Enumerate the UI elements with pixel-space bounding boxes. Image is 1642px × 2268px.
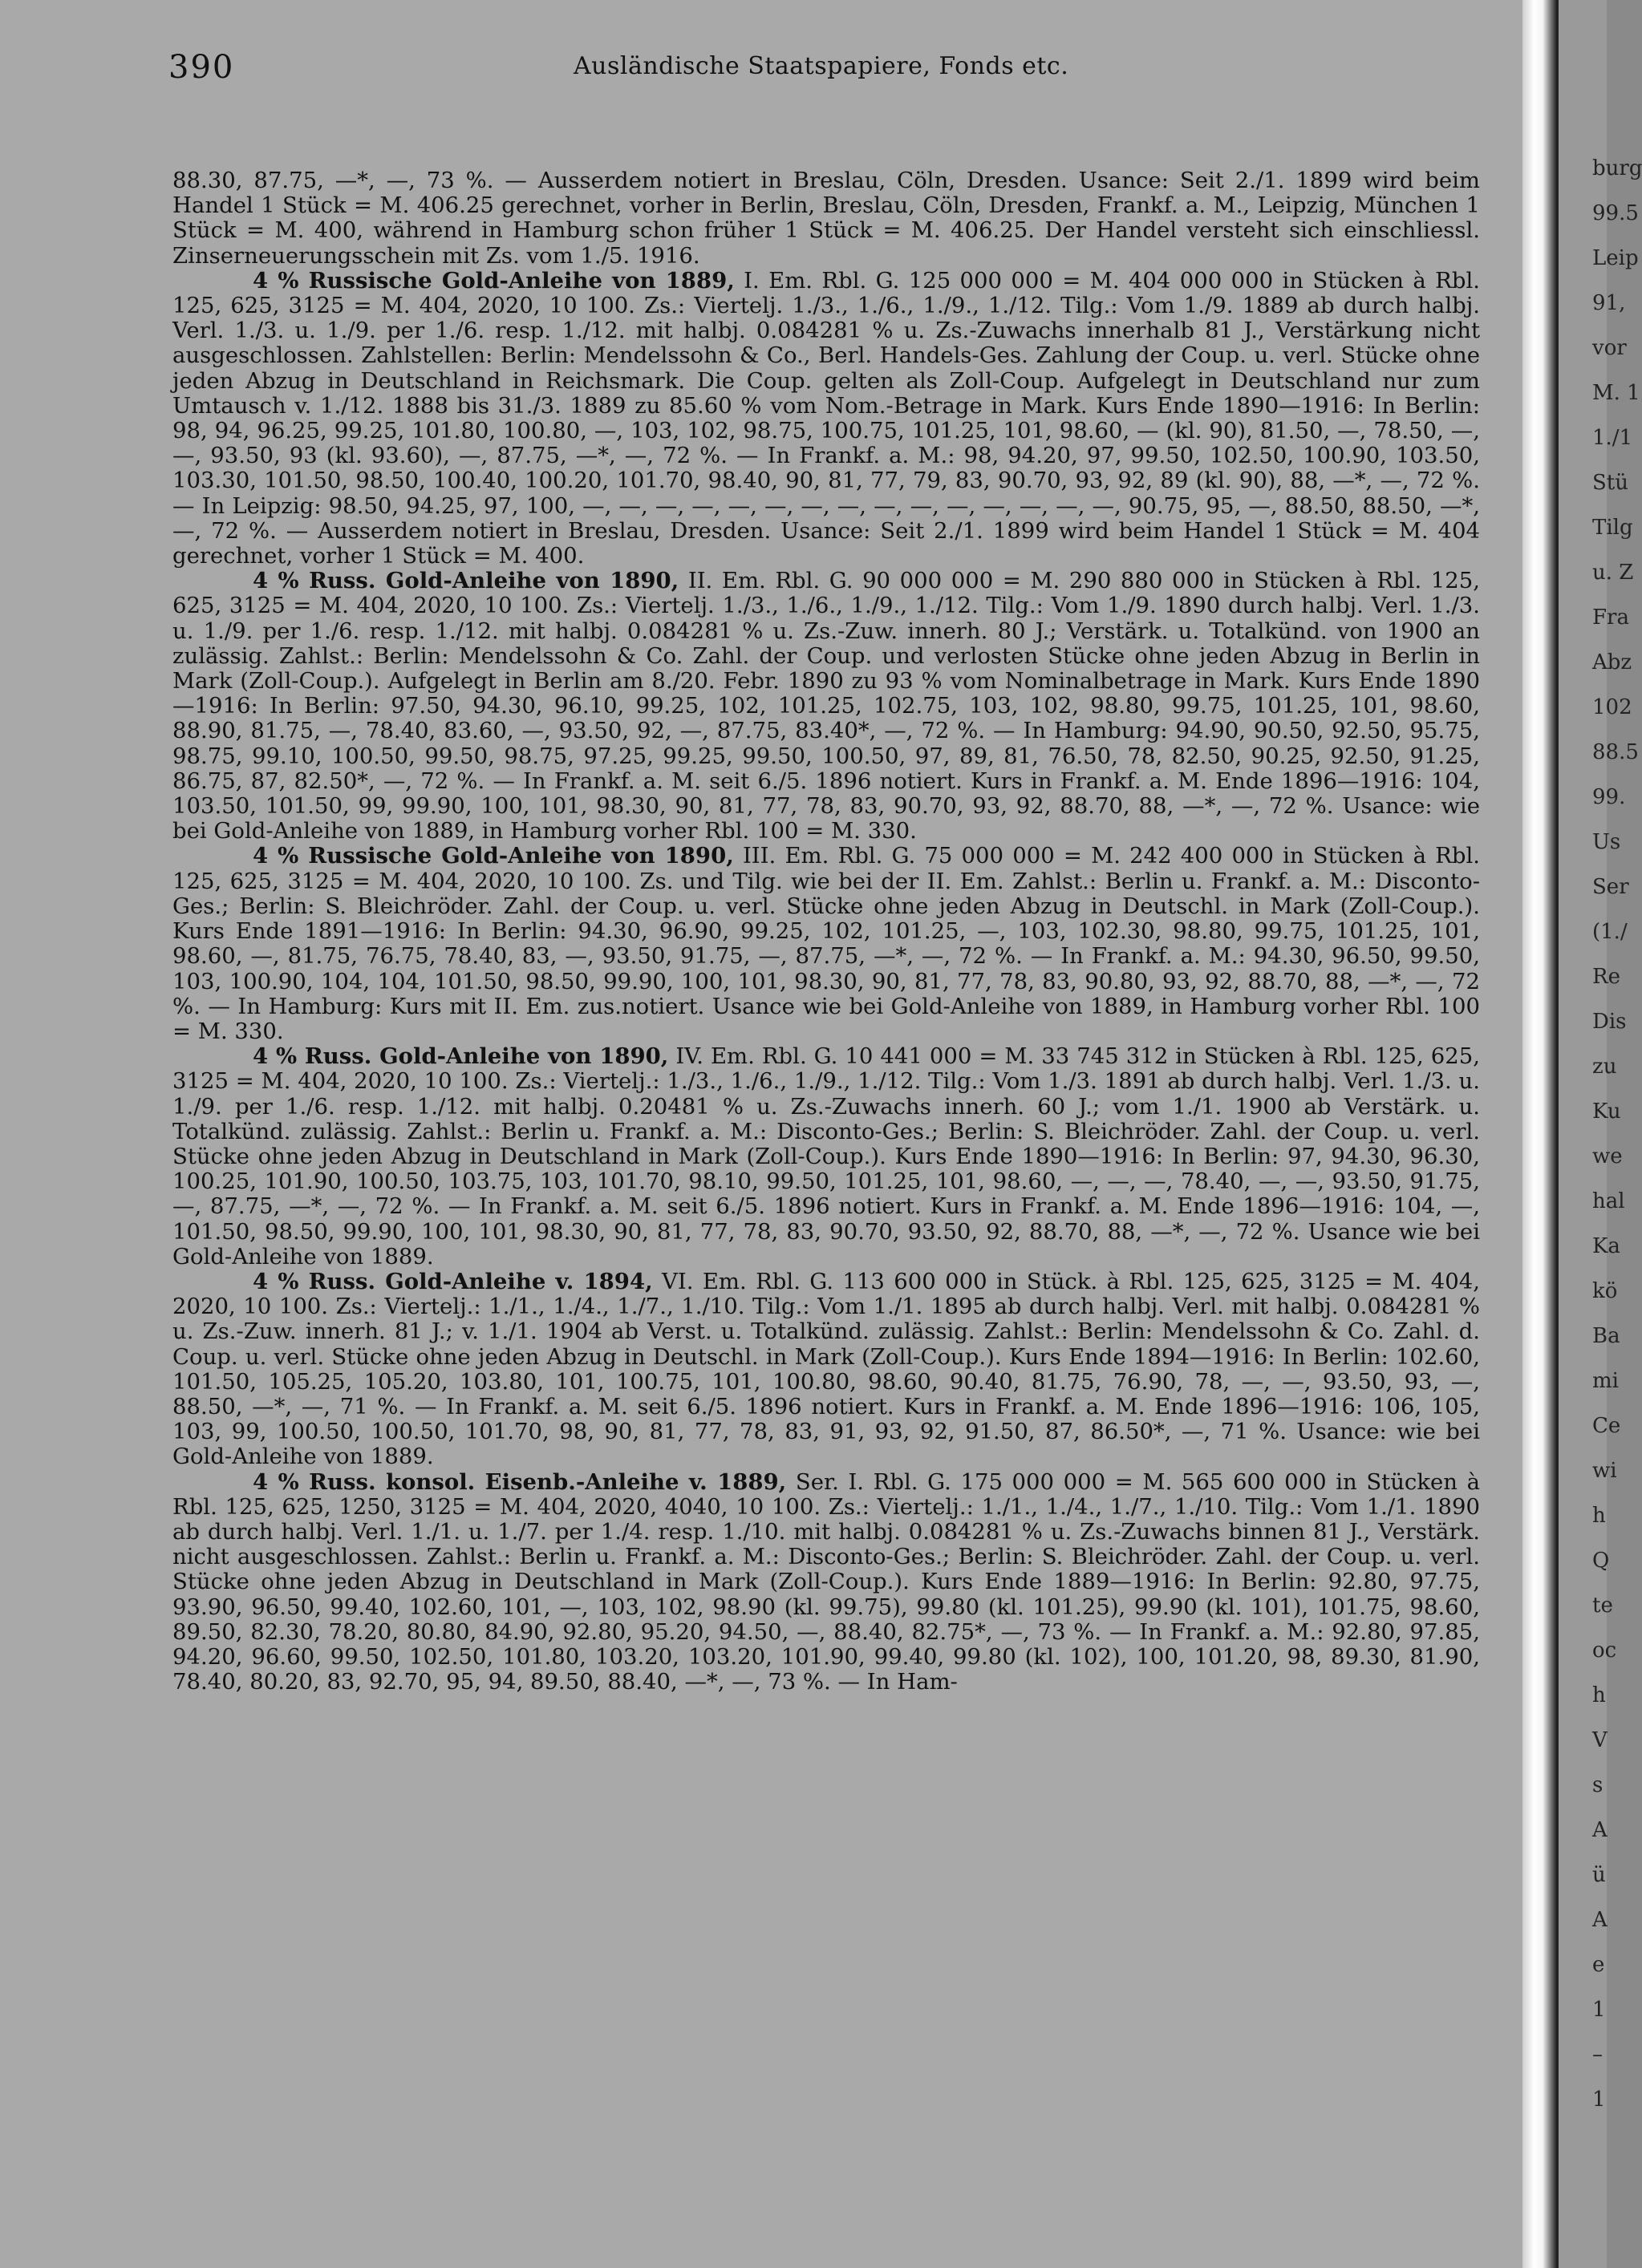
entry-text: IV. Em. Rbl. G. 10 441 000 = M. 33 745 312 in Stücken à Rbl. 125, 625, 3125 = M. 404, 2020, 10 100. Zs.: Viertelj.: 1./3., 1./6., 1./9., 1./12. Tilg.: Vom 1./3. 1891 ab durch halbj. Verl. 1./3. u. 1./9. per 1./6. resp. 1./12. mit halbj. 0.20481 % u. Zs.-Zuwachs innerh. 60 J.; vom 1./1. 1900 ab Verstärk. u. Totalkünd. zulässig. Zahlst.: Berlin u. Frankf. a. M.: Disconto-Ges.; Berlin: S. Bleichröder. Zahl. der Coup. u. verl. Stücke ohne jeden Abzug in Deutschland in Mark (Zoll-Coup.). Kurs Ende 1890—1916: In Berlin: 97, 94.30, 96.30, 100.25, 101.90, 100.50, 103.75, 103, 101.70, 98.10, 99.50, 101.25, 101, 98.60, —, —, —, 78.40, —, —, 93.50, 91.75, —, 87.75, —*, —, 72 %. — In Frankf. a. M. seit 6./5. 1896 notiert. Kurs in Frankf. a. M. Ende 1896—1916: 104, —, 101.50, 98.50, 99.90, 100, 101, 98.30, 90, 81, 77, 78, 83, 90.70, 93.50, 92, 88.70, 88, —*, —, 72 %. Usance wie bei Gold-Anleihe von 1889. bbox=[172, 1043, 1481, 1270]
adjacent-fragment: wi bbox=[1592, 1459, 1617, 1483]
running-title: Ausländische Staatspapiere, Fonds etc. bbox=[574, 52, 1069, 80]
adjacent-fragment: (1./ bbox=[1592, 920, 1628, 944]
adjacent-fragment: Tilg bbox=[1592, 516, 1633, 540]
book-page bbox=[156, 44, 1480, 1695]
bond-entry bbox=[172, 844, 1480, 1044]
adjacent-fragment: e bbox=[1592, 1953, 1605, 1977]
entry-title: 4 % Russische Gold-Anleihe von 1890, bbox=[253, 843, 734, 869]
adjacent-fragment: 1 bbox=[1592, 2088, 1606, 2112]
adjacent-fragment: burg bbox=[1592, 156, 1642, 180]
adjacent-fragment: Ku bbox=[1592, 1100, 1621, 1124]
book-gutter bbox=[1522, 0, 1556, 2268]
entry-text: III. Em. Rbl. G. 75 000 000 = M. 242 400 000 in Stücken à Rbl. 125, 625, 3125 = M. 404, 2020, 10 100. Zs. und Tilg. wie bei der II. Em. Zahlst.: Berlin u. Frankf. a. M.: Disconto-Ges.; Berlin: S. Bleichröder. Zahl. der Coup. u. verl. Stücke ohne jeden Abzug in Deutschl. in Mark (Zoll-Coup.). Kurs Ende 1891—1916: In Berlin: 94.30, 96.90, 99.25, 102, 101.25, —, 103, 102.30, 98.80, 99.75, 101.25, 101, 98.60, —, 81.75, 76.75, 78.40, 83, —, 93.50, 91.75, —, 87.75, —*, —, 72 %. — In Frankf. a. M.: 94.30, 96.50, 99.50, 103, 100.90, 104, 104, 101.50, 98.50, 99.90, 100, 101, 98.30, 90, 81, 77, 78, 83, 90.80, 93, 92, 88.70, 88, —*, —, 72 %. — In Hamburg: Kurs mit II. Em. zus.notiert. Usance wie bei Gold-Anleihe von 1889, in Hamburg vorher Rbl. 100 = M. 330. bbox=[172, 843, 1480, 1044]
adjacent-fragment: Us bbox=[1592, 830, 1621, 854]
adjacent-fragment: zu bbox=[1592, 1055, 1617, 1079]
adjacent-fragment: 1 bbox=[1592, 1998, 1606, 2022]
entry-text: Ser. I. Rbl. G. 175 000 000 = M. 565 600 000 in Stücken à Rbl. 125, 625, 1250, 3125 = M. 404, 2020, 4040, 10 100. Zs.: Viertelj.: 1./1., 1./4., 1./7., 1./10. Tilg.: Vom 1./1. 1890 ab durch halbj. Verl. 1./1. u. 1./7. per 1./4. resp. 1./10. mit halbj. 0.084281 % u. Zs.-Zuwachs binnen 81 J., Verstärk. nicht ausgeschlossen. Zahlst.: Berlin u. Frankf. a. M.: Disconto-Ges.; Berlin: S. Bleichröder. Zahl. der Coup. u. verl. Stücke ohne jeden Abzug in Deutschland in Mark (Zoll-Coup.). Kurs Ende 1889—1916: In Berlin: 92.80, 97.75, 93.90, 96.50, 99.40, 102.60, 101, —, 103, 102, 98.90 (kl. 99.75), 99.80 (kl. 101.25), 99.90 (kl. 101), 101.75, 98.60, 89.50, 82.30, 78.20, 80.80, 84.90, 92.80, 95.20, 94.50, —, 88.40, 82.75*, —, 73 %. — In Frankf. a. M.: 92.80, 97.85, 94.20, 96.60, 99.50, 102.50, 101.80, 103.20, 103.20, 101.90, 99.40, 99.80 (kl. 102), 100, 101.20, 98, 89.30, 81.90, 78.40, 80.20, 83, 92.70, 95, 94, 89.50, 88.40, —*, —, 73 %. — In Ham- bbox=[172, 1468, 1480, 1695]
adjacent-fragment: Q bbox=[1592, 1549, 1610, 1573]
adjacent-page-text bbox=[1592, 0, 1642, 2268]
adjacent-fragment: 99.5 bbox=[1592, 201, 1639, 225]
adjacent-fragment: Fra bbox=[1592, 605, 1629, 630]
adjacent-fragment: Ba bbox=[1592, 1324, 1620, 1348]
entry-title: 4 % Russ. Gold-Anleihe v. 1894, bbox=[253, 1268, 653, 1294]
adjacent-fragment: 91, bbox=[1592, 291, 1626, 315]
bond-entry bbox=[172, 269, 1480, 569]
entry-title: 4 % Russische Gold-Anleihe von 1889, bbox=[253, 267, 735, 294]
adjacent-fragment: Re bbox=[1592, 965, 1620, 989]
entry-text: VI. Em. Rbl. G. 113 600 000 in Stück. à Rbl. 125, 625, 3125 = M. 404, 2020, 10 100. Zs.: Viertelj.: 1./1., 1./4., 1./7., 1./10. Tilg.: Vom 1./1. 1895 ab durch halbj. Verl. mit halbj. 0.084281 % u. Zs.-Zuw. innerh. 81 J.; v. 1./1. 1904 ab Verst. u. Totalkünd. zulässig. Zahlst.: Berlin: Mendelssohn & Co. Zahl. d. Coup. u. verl. Stücke ohne jeden Abzug in Deutschl. in Mark (Zoll-Coup.). Kurs Ende 1894—1916: In Berlin: 102.60, 101.50, 105.25, 105.20, 103.80, 101, 100.75, 101, 100.80, 98.60, 90.40, 81.75, 76.90, 78, —, —, 93.50, 93, —, 88.50, —*, —, 71 %. — In Frankf. a. M. seit 6./5. 1896 notiert. Kurs in Frankf. a. M. Ende 1896—1916: 106, 105, 103, 99, 100.50, 100.50, 101.70, 98, 90, 81, 77, 78, 83, 91, 93, 92, 91.50, 87, 86.50*, —, 71 %. Usance: wie bei Gold-Anleihe von 1889. bbox=[172, 1268, 1480, 1470]
adjacent-fragment: we bbox=[1592, 1144, 1623, 1168]
adjacent-fragment: Leip bbox=[1592, 246, 1639, 270]
adjacent-fragment: h bbox=[1592, 1504, 1606, 1528]
bond-entry bbox=[172, 1044, 1480, 1270]
adjacent-fragment: te bbox=[1592, 1594, 1613, 1618]
entry-text: I. Em. Rbl. G. 125 000 000 = M. 404 000 000 in Stücken à Rbl. 125, 625, 3125 = M. 404, 2020, 10 100. Zs.: Viertelj. 1./3., 1./6., 1./9., 1./12. Tilg.: Vom 1./9. 1889 ab durch halbj. Verl. 1./3. u. 1./9. per 1./6. resp. 1./12. mit halbj. 0.084281 % u. Zs.-Zuwachs innerhalb 81 J., Verstärkung nicht ausgeschlossen. Zahlstellen: Berlin: Mendelssohn & Co., Berl. Handels-Ges. Zahlung der Coup. u. verl. Stücke ohne jeden Abzug in Deutschland in Reichsmark. Die Coup. gelten als Zoll-Coup. Aufgelegt in Deutschland nur zum Umtausch v. 1./12. 1888 bis 31./3. 1889 zu 85.60 % vom Nom.-Betrage in Mark. Kurs Ende 1890—1916: In Berlin: 98, 94, 96.25, 99.25, 101.80, 100.80, —, 103, 102, 98.75, 100.75, 101.25, 101, 98.60, — (kl. 90), 81.50, —, 78.50, —, —, 93.50, 93 (kl. 93.60), —, 87.75, —*, —, 72 %. — In Frankf. a. M.: 98, 94.20, 97, 99.50, 102.50, 100.90, 103.50, 103.30, 101.50, 98.50, 100.40, 100.20, 101.70, 98.40, 90, 81, 77, 79, 83, 90.70, 93, 92, 89 (kl. 90), 88, —*, —, 72 %. — In Leipzig: 98.50, 94.25, 97, 100, —, —, —, —, —, —, —, —, —, —, —, —, —, —, —, 90.75, 95, —, 88.50, 88.50, —*, —, 72 %. — Ausserdem notiert in Breslau, Dresden. Usance: Seit 2./1. 1899 wird beim Handel 1 Stück = M. 404 gerechnet, vorher 1 Stück = M. 400. bbox=[172, 267, 1480, 569]
adjacent-fragment: 99. bbox=[1592, 785, 1626, 809]
bond-entry bbox=[172, 569, 1480, 844]
bond-entry bbox=[172, 1470, 1480, 1695]
adjacent-fragment: Ka bbox=[1592, 1234, 1620, 1258]
adjacent-fragment: 88.5 bbox=[1592, 740, 1639, 764]
adjacent-fragment: A bbox=[1592, 1908, 1608, 1932]
adjacent-fragment: u. Z bbox=[1592, 561, 1634, 585]
adjacent-fragment: kö bbox=[1592, 1279, 1618, 1303]
adjacent-fragment: Ce bbox=[1592, 1414, 1621, 1438]
adjacent-fragment: Stü bbox=[1592, 471, 1629, 495]
page-header bbox=[156, 44, 1480, 92]
adjacent-fragment: M. 1 bbox=[1592, 381, 1640, 405]
adjacent-fragment: s bbox=[1592, 1773, 1603, 1797]
adjacent-fragment: 1./1 bbox=[1592, 426, 1633, 450]
adjacent-fragment: V bbox=[1592, 1728, 1608, 1752]
entry-title: 4 % Russ. Gold-Anleihe von 1890, bbox=[253, 1043, 669, 1070]
entry-text: 88.30, 87.75, —*, —, 73 %. — Ausserdem notiert in Breslau, Cöln, Dresden. Usance: Seit 2./1. 1899 wird beim Handel 1 Stück = M. 406.25 gerechnet, vorher in Berlin, Breslau, Cöln, Dresden, Frankf. a. M., Leipzig, München 1 Stück = M. 400, während in Hamburg schon früher 1 Stück = M. 406.25. Der Handel versteht sich einschliessl. Zinserneuerungsschein mit Zs. vom 1./5. 1916. bbox=[172, 168, 1480, 269]
adjacent-fragment: oc bbox=[1592, 1638, 1617, 1663]
page-number: 390 bbox=[168, 49, 235, 86]
entry-title: 4 % Russ. konsol. Eisenb.-Anleihe v. 1889, bbox=[253, 1468, 787, 1495]
adjacent-fragment: – bbox=[1592, 2043, 1603, 2067]
entry-text: II. Em. Rbl. G. 90 000 000 = M. 290 880 000 in Stücken à Rbl. 125, 625, 3125 = M. 404, 2020, 10 100. Zs.: Viertelj. 1./3., 1./6., 1./9., 1./12. Tilg.: Vom 1./9. 1890 durch halbj. Verl. 1./3. u. 1./9. per 1./6. resp. 1./12. mit halbj. 0.084281 % u. Zs.-Zuw. innerh. 80 J.; Verstärk. u. Totalkünd. von 1900 an zulässig. Zahlst.: Berlin: Mendelssohn & Co. Zahl. der Coup. und verlosten Stücke ohne jeden Abzug in Berlin in Mark (Zoll-Coup.). Aufgelegt in Berlin am 8./20. Febr. 1890 zu 93 % vom Nominalbetrage in Mark. Kurs Ende 1890—1916: In Berlin: 97.50, 94.30, 96.10, 99.25, 102, 101.25, 102.75, 103, 102, 98.80, 99.75, 101.25, 101, 98.60, 88.90, 81.75, —, 78.40, 83.60, —, 93.50, 92, —, 87.75, 83.40*, —, 72 %. — In Hamburg: 94.90, 90.50, 92.50, 95.75, 98.75, 99.10, 100.50, 99.50, 98.75, 97.25, 99.25, 99.50, 100.50, 97, 89, 81, 76.50, 78, 82.50, 90.25, 92.50, 91.25, 86.75, 87, 82.50*, —, 72 %. — In Frankf. a. M. seit 6./5. 1896 notiert. Kurs in Frankf. a. M. Ende 1896—1916: 104, 103.50, 101.50, 99, 99.90, 100, 101, 98.30, 90, 81, 77, 78, 83, 90.70, 93, 92, 88.70, 88, —*, —, 72 %. Usance: wie bei Gold-Anleihe von 1889, in Hamburg vorher Rbl. 100 = M. 330. bbox=[172, 568, 1480, 844]
adjacent-fragment: vor bbox=[1592, 336, 1627, 360]
adjacent-fragment: h bbox=[1592, 1683, 1606, 1707]
continued-entry bbox=[172, 168, 1480, 269]
adjacent-fragment: Ser bbox=[1592, 875, 1629, 899]
entry-title: 4 % Russ. Gold-Anleihe von 1890, bbox=[253, 568, 679, 594]
adjacent-fragment: A bbox=[1592, 1818, 1608, 1842]
adjacent-fragment: Abz bbox=[1592, 650, 1632, 674]
adjacent-fragment: Dis bbox=[1592, 1010, 1627, 1034]
adjacent-fragment: 102 bbox=[1592, 695, 1632, 719]
page-body bbox=[172, 168, 1480, 1695]
adjacent-fragment: mi bbox=[1592, 1369, 1619, 1393]
adjacent-fragment: ü bbox=[1592, 1863, 1606, 1887]
bond-entry bbox=[172, 1270, 1480, 1470]
adjacent-fragment: hal bbox=[1592, 1189, 1625, 1213]
